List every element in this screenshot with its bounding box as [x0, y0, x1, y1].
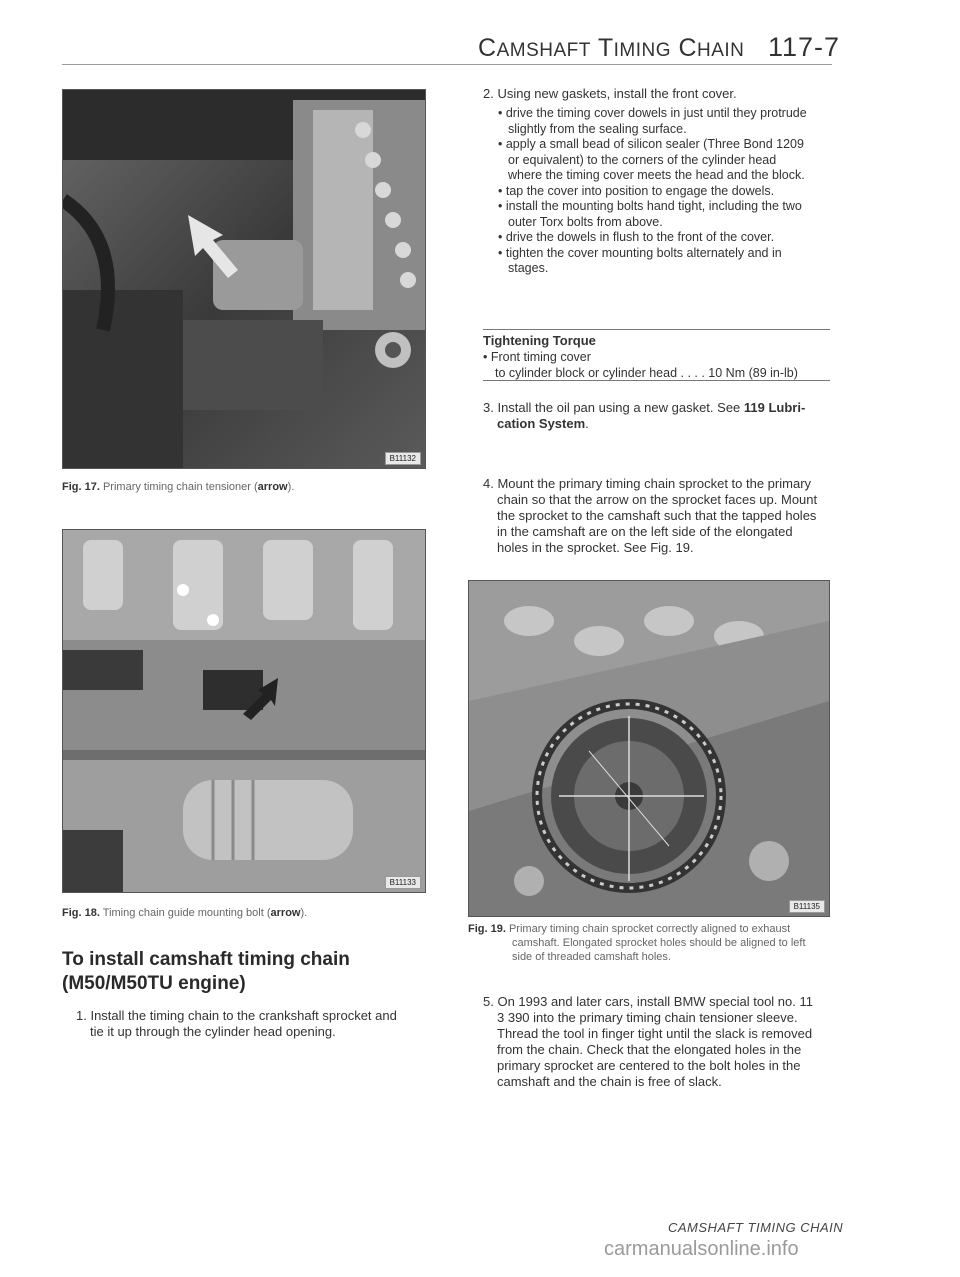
- fig18-caption: Fig. 18. Timing chain guide mounting bolt (arrow).: [62, 907, 308, 919]
- step-2-bullets: • drive the timing cover dowels in just until they protrude slightly from the sealing surface. • apply a small bead of silicon sealer (Three Bond 1209 or equivalent) to the corners of the cylinder head where the timing cover meets the head and the block. • tap the cover into position to engage the dowels. • install the mounting bolts hand tight, including the two outer Torx bolts from above. • drive the dowels in flush to the front of the cover. • tighten the cover mounting bolts alternately and in stages.: [498, 106, 807, 275]
- section-heading: To install camshaft timing chain (M50/M50TU engine): [62, 949, 350, 994]
- running-header-title: CAMSHAFT TIMING CHAIN: [478, 34, 745, 62]
- fig19-caption: Fig. 19. Primary timing chain sprocket correctly aligned to exhaust camshaft. Elongated sprocket holes should be aligned to left side of threaded camshaft holes.: [468, 923, 806, 963]
- step-4: 4. Mount the primary timing chain sprocket to the primary chain so that the arrow on the sprocket faces up. Mount the sprocket to the camshaft such that the tapped holes in the camshaft are on the left side of the elongated holes in the sprocket. See Fig. 19.: [483, 476, 818, 555]
- fig18-photo: [62, 529, 426, 893]
- watermark: carmanualsonline.info: [604, 1238, 799, 1260]
- fig19-photo-id: B11135: [789, 900, 825, 913]
- fig18-photo-id: B11133: [385, 876, 421, 889]
- step-5: 5. On 1993 and later cars, install BMW special tool no. 11 3 390 into the primary timing chain tensioner sleeve. Thread the tool in finger tight until the slack is removed from the chain. Check that the elongated holes in the primary sprocket are centered to the bolt holes in the camshaft and the chain is free of slack.: [483, 994, 813, 1089]
- fig17-caption: Fig. 17. Primary timing chain tensioner (arrow).: [62, 481, 295, 493]
- step-1: 1. Install the timing chain to the crankshaft sprocket and tie it up through the cylinder head opening.: [76, 1008, 397, 1039]
- page-number: 117-7: [768, 32, 841, 62]
- step-3: 3. Install the oil pan using a new gasket. See 119 Lubri- cation System.: [483, 400, 806, 431]
- torque-top-rule: [483, 329, 830, 330]
- fig17-photo: [62, 89, 426, 469]
- torque-bottom-rule: [483, 380, 830, 381]
- fig17-photo-id: B11132: [385, 452, 421, 465]
- fig19-photo: [468, 580, 830, 917]
- step-2-intro: 2. Using new gaskets, install the front cover.: [483, 86, 737, 101]
- header-rule: [62, 64, 832, 65]
- running-footer: CAMSHAFT TIMING CHAIN: [668, 1220, 844, 1235]
- torque-title: Tightening Torque: [483, 333, 596, 348]
- torque-spec: • Front timing cover to cylinder block or cylinder head . . . . 10 Nm (89 in-lb): [483, 350, 798, 380]
